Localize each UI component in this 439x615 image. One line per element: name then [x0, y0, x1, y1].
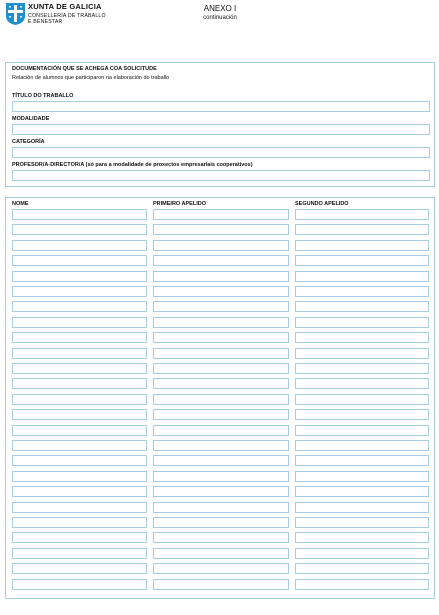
second-surname-cell[interactable] [295, 548, 429, 559]
second-surname-cell[interactable] [295, 301, 429, 312]
column-header-name: NOME [12, 201, 29, 207]
first-surname-cell[interactable] [153, 394, 289, 405]
first-surname-cell[interactable] [153, 255, 289, 266]
second-surname-cell[interactable] [295, 363, 429, 374]
second-surname-cell[interactable] [295, 240, 429, 251]
first-surname-cell[interactable] [153, 425, 289, 436]
name-cell[interactable] [12, 471, 147, 482]
second-surname-cell[interactable] [295, 517, 429, 528]
galicia-cross-icon [5, 2, 26, 26]
first-surname-cell[interactable] [153, 209, 289, 220]
second-surname-cell[interactable] [295, 425, 429, 436]
annex-title: ANEXO I [203, 4, 237, 13]
second-surname-cell[interactable] [295, 286, 429, 297]
name-cell[interactable] [12, 301, 147, 312]
first-surname-cell[interactable] [153, 532, 289, 543]
second-surname-cell[interactable] [295, 378, 429, 389]
name-cell[interactable] [12, 224, 147, 235]
second-surname-cell[interactable] [295, 440, 429, 451]
column-header-first-surname: PRIMEIRO APELIDO [153, 201, 206, 207]
first-surname-cell[interactable] [153, 409, 289, 420]
first-surname-cell[interactable] [153, 563, 289, 574]
name-cell[interactable] [12, 317, 147, 328]
first-surname-cell[interactable] [153, 224, 289, 235]
first-surname-cell[interactable] [153, 363, 289, 374]
org-name: XUNTA DE GALICIA [28, 2, 102, 11]
name-cell[interactable] [12, 532, 147, 543]
name-cell[interactable] [12, 378, 147, 389]
first-surname-cell[interactable] [153, 471, 289, 482]
first-surname-cell[interactable] [153, 502, 289, 513]
name-cell[interactable] [12, 409, 147, 420]
first-surname-cell[interactable] [153, 455, 289, 466]
second-surname-cell[interactable] [295, 486, 429, 497]
name-cell[interactable] [12, 455, 147, 466]
first-surname-cell[interactable] [153, 286, 289, 297]
first-surname-cell[interactable] [153, 517, 289, 528]
first-surname-cell[interactable] [153, 440, 289, 451]
second-surname-cell[interactable] [295, 471, 429, 482]
name-cell[interactable] [12, 332, 147, 343]
second-surname-cell[interactable] [295, 409, 429, 420]
second-surname-cell[interactable] [295, 255, 429, 266]
second-surname-cell[interactable] [295, 317, 429, 328]
name-cell[interactable] [12, 486, 147, 497]
name-cell[interactable] [12, 394, 147, 405]
section-title: DOCUMENTACIÓN QUE SE ACHEGA COA SOLICITUDE [12, 66, 157, 72]
name-cell[interactable] [12, 255, 147, 266]
org-department: CONSELLERÍA DE TRABALLO [28, 13, 106, 19]
first-surname-cell[interactable] [153, 332, 289, 343]
name-cell[interactable] [12, 425, 147, 436]
name-cell[interactable] [12, 286, 147, 297]
name-cell[interactable] [12, 517, 147, 528]
name-cell[interactable] [12, 209, 147, 220]
documentation-section [5, 62, 435, 187]
name-cell[interactable] [12, 240, 147, 251]
first-surname-cell[interactable] [153, 271, 289, 282]
second-surname-cell[interactable] [295, 332, 429, 343]
name-cell[interactable] [12, 348, 147, 359]
teacher-director-field[interactable] [12, 170, 430, 181]
name-cell[interactable] [12, 579, 147, 590]
category-field[interactable] [12, 147, 430, 158]
name-cell[interactable] [12, 548, 147, 559]
students-table [5, 197, 435, 599]
first-surname-cell[interactable] [153, 301, 289, 312]
column-header-second-surname: SEGUNDO APELIDO [295, 201, 349, 207]
second-surname-cell[interactable] [295, 224, 429, 235]
label-work-title: TÍTULO DO TRABALLO [12, 93, 74, 99]
work-title-field[interactable] [12, 101, 430, 112]
second-surname-cell[interactable] [295, 579, 429, 590]
section-subtitle: Relación de alumnos que participaron na elaboración do traballo [12, 75, 170, 81]
first-surname-cell[interactable] [153, 579, 289, 590]
second-surname-cell[interactable] [295, 455, 429, 466]
name-cell[interactable] [12, 271, 147, 282]
annex-subtitle: continuación [203, 15, 237, 21]
first-surname-cell[interactable] [153, 240, 289, 251]
name-cell[interactable] [12, 440, 147, 451]
second-surname-cell[interactable] [295, 563, 429, 574]
label-category: CATEGORÍA [12, 139, 45, 145]
name-cell[interactable] [12, 563, 147, 574]
second-surname-cell[interactable] [295, 502, 429, 513]
name-cell[interactable] [12, 502, 147, 513]
first-surname-cell[interactable] [153, 486, 289, 497]
label-teacher-director: PROFESOR/A-DIRECTOR/A (só para a modalidade de proxectos empresariais cooperativos) [12, 162, 253, 168]
second-surname-cell[interactable] [295, 271, 429, 282]
label-modality: MODALIDADE [12, 116, 50, 122]
first-surname-cell[interactable] [153, 317, 289, 328]
second-surname-cell[interactable] [295, 209, 429, 220]
first-surname-cell[interactable] [153, 378, 289, 389]
first-surname-cell[interactable] [153, 548, 289, 559]
name-cell[interactable] [12, 363, 147, 374]
second-surname-cell[interactable] [295, 532, 429, 543]
second-surname-cell[interactable] [295, 348, 429, 359]
second-surname-cell[interactable] [295, 394, 429, 405]
modality-field[interactable] [12, 124, 430, 135]
org-department-2: E BENESTAR [28, 19, 63, 25]
first-surname-cell[interactable] [153, 348, 289, 359]
